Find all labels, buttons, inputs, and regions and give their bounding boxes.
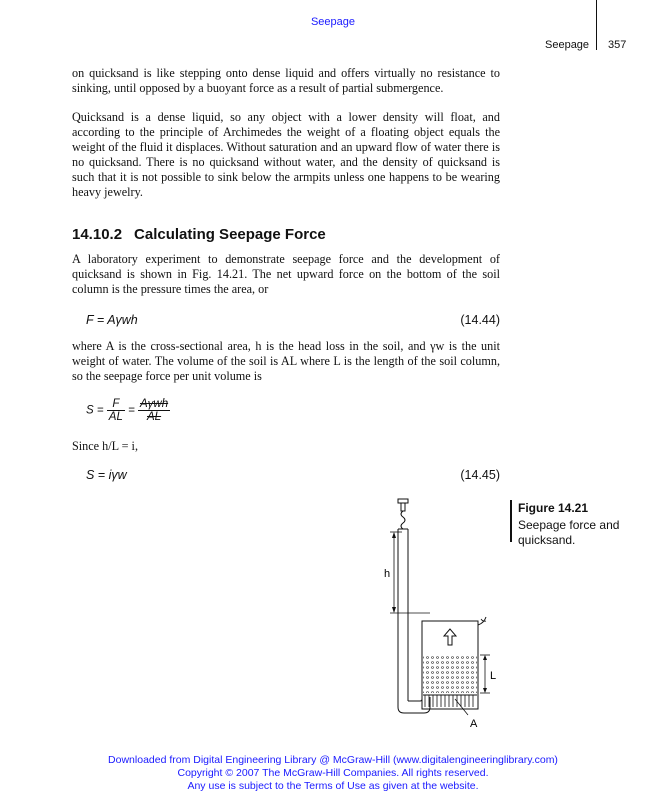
paragraph-4: [72, 339, 500, 384]
fraction-2-denominator: [138, 411, 170, 423]
length-dimension-L: [480, 655, 496, 693]
paragraph-2-text: Quicksand is a dense liquid, so any object with a lower density will float, and according to the principle of Archimedes the weight of a floating object equals the weight of the fluid it displaces. Without saturation and an upward flow of water there is no quicksand. There is no quicksand without water, and the density of quicksand is such that it is not possible to sink below the armpits unless one happens to be wearing heavy jewelry.: [72, 110, 500, 199]
fraction-2: [138, 398, 170, 423]
footer-download-link[interactable]: Downloaded from Digital Engineering Library @ McGraw-Hill (www.digitalengineeringlibrary.com): [108, 754, 558, 766]
equation-14-45-number: (14.45): [460, 468, 500, 482]
quicksand-apparatus-diagram: [370, 495, 510, 735]
footer-terms[interactable]: Any use is subject to the Terms of Use as given at the website.: [187, 780, 479, 792]
paragraph-3: [72, 252, 500, 297]
label-L: L: [490, 670, 497, 682]
footer-copyright[interactable]: Copyright © 2007 The McGraw-Hill Companies. All rights reserved.: [177, 767, 489, 779]
equation-seepage-fraction: [86, 398, 170, 423]
figure-caption: Seepage force and quicksand.: [518, 518, 620, 547]
water-tap-icon: [398, 499, 408, 529]
page-number: 357: [608, 39, 627, 51]
fraction-lhs: S =: [86, 404, 104, 417]
paragraph-1-text: on quicksand is like stepping onto dense liquid and offers virtually no resistance to sinking, until opposed by a buoyant force as a result of partial submergence.: [72, 66, 500, 95]
fraction-1-denominator: AL: [108, 411, 123, 423]
soil-container: [422, 617, 486, 709]
equation-14-44-number: (14.44): [460, 313, 500, 327]
soil-column: [423, 655, 477, 693]
paragraph-2: [72, 110, 500, 200]
section-number: 14.10.2: [72, 226, 123, 243]
equation-14-44-text: F = Aγwh: [86, 313, 138, 327]
fraction-1-numerator: F: [107, 398, 125, 411]
paragraph-5: [72, 439, 500, 454]
top-link-seepage[interactable]: Seepage: [310, 16, 356, 28]
fraction-2-denominator-text: AL: [147, 411, 162, 423]
figure-title: Figure 14.21: [518, 501, 589, 515]
paragraph-1: [72, 66, 500, 96]
paragraph-4-text: where A is the cross-sectional area, h is the head loss in the soil, and γw is the unit weight of water. The volume of the soil is AL where L is the length of the soil column, so the seepage force per unit volume is: [72, 339, 500, 383]
header-rule: [596, 0, 597, 50]
upward-flow-arrow-icon: [444, 629, 456, 645]
fraction-2-numerator: [138, 398, 170, 411]
running-head: Seepage: [545, 39, 590, 51]
paragraph-3-text: A laboratory experiment to demonstrate seepage force and the development of quicksand is shown in Fig. 14.21. The net upward force on the bottom of the soil column is the pressure times the area, or: [72, 252, 500, 296]
section-heading: [72, 226, 326, 243]
fraction-2-numerator-text: Aγwh: [140, 398, 169, 410]
fraction-equals: =: [128, 404, 135, 417]
head-dimension-h: [384, 532, 430, 613]
label-A: A: [470, 718, 478, 730]
equation-14-45-text: S = iγw: [86, 468, 127, 482]
fraction-1: [107, 398, 125, 423]
area-label-leader: [455, 699, 478, 730]
paragraph-5-text: Since h/L = i,: [72, 439, 138, 453]
label-h: h: [384, 568, 391, 580]
section-title: Calculating Seepage Force: [134, 226, 326, 243]
figure-caption-bar: [510, 500, 512, 542]
footer: [0, 754, 666, 793]
